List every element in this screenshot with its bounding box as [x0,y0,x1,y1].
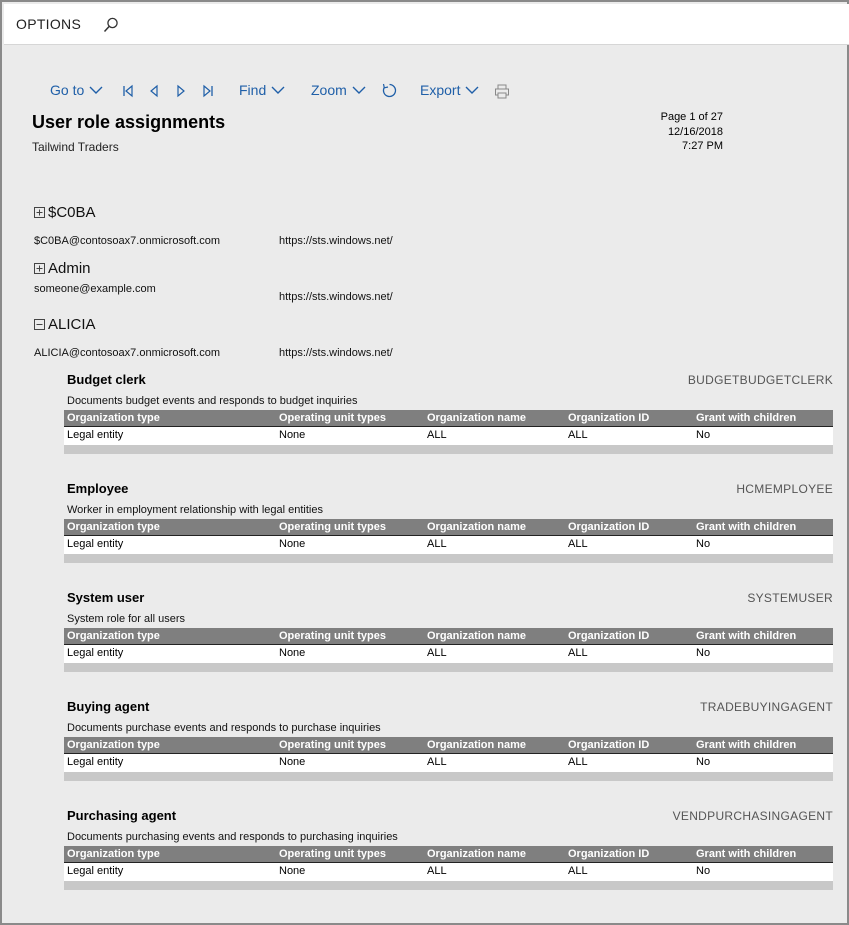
role-description: Documents budget events and responds to budget inquiries [67,395,358,407]
find-menu[interactable] [239,82,285,98]
report-date: 12/16/2018 [667,125,723,138]
table-cell: ALL [427,865,447,877]
grid-header [64,846,833,863]
report-time: 7:27 PM [682,140,723,152]
user-name: Admin [48,260,91,277]
column-header: Organization name [427,412,527,424]
report-title: User role assignments [32,112,226,132]
table-cell: No [696,865,711,877]
table-row [64,427,833,445]
page-info [661,110,723,154]
column-header: Operating unit types [279,521,386,533]
grid-footer [64,772,833,781]
last-page-icon[interactable] [201,84,215,103]
role-name: System user [67,590,145,605]
chevron-down-icon [89,85,103,95]
column-header: Organization ID [568,412,650,424]
export-menu[interactable] [420,82,479,98]
table-cell: No [696,538,711,550]
column-header: Grant with children [696,412,797,424]
column-header: Organization ID [568,521,650,533]
table-cell: ALL [427,756,447,768]
role-name: Buying agent [67,699,150,714]
table-cell: Legal entity [67,429,124,441]
table-cell: ALL [427,538,447,550]
user-name: ALICIA [48,316,96,333]
column-header: Organization ID [568,848,650,860]
role-id: HCMEMPLOYEE [736,482,833,496]
role-id: SYSTEMUSER [747,591,833,605]
chevron-down-icon [271,85,285,95]
column-header: Organization name [427,521,527,533]
role-name: Budget clerk [67,372,146,387]
table-cell: Legal entity [67,865,124,877]
role-name: Purchasing agent [67,808,177,823]
table-cell: ALL [568,756,588,768]
find-label: Find [239,82,267,98]
column-header: Operating unit types [279,630,386,642]
table-cell: Legal entity [67,538,124,550]
table-cell: Legal entity [67,647,124,659]
table-cell: ALL [568,647,588,659]
role-description: Documents purchase events and responds to purchase inquiries [67,722,381,734]
user-provider: https://sts.windows.net/ [279,235,393,247]
first-page-icon[interactable] [121,84,135,103]
goto-menu[interactable] [50,82,103,98]
table-cell: ALL [427,647,447,659]
table-cell: ALL [568,865,588,877]
table-row [64,754,833,772]
table-cell: ALL [568,429,588,441]
role-description: Documents purchasing events and responds to purchasing inquiries [67,831,398,843]
chevron-down-icon [352,85,366,95]
role-description: Worker in employment relationship with legal entities [67,504,323,516]
role-id: VENDPURCHASINGAGENT [672,809,833,823]
role-description: System role for all users [67,613,185,625]
column-header: Organization ID [568,739,650,751]
table-cell: None [279,429,306,441]
expand-icon[interactable] [34,207,45,218]
table-cell: ALL [427,429,447,441]
user-name: $C0BA [48,204,96,221]
column-header: Grant with children [696,739,797,751]
table-row [64,645,833,663]
table-cell: ALL [568,538,588,550]
column-header: Organization type [67,848,160,860]
table-row [64,863,833,881]
grid-header [64,519,833,536]
table-cell: None [279,756,306,768]
grid-footer [64,445,833,454]
user-email: someone@example.com [34,283,156,295]
column-header: Organization type [67,630,160,642]
column-header: Organization name [427,630,527,642]
next-page-icon[interactable] [174,84,188,103]
search-icon[interactable] [102,16,120,34]
refresh-icon[interactable] [381,82,398,104]
column-header: Operating unit types [279,412,386,424]
chevron-down-icon [465,85,479,95]
grid-header [64,410,833,427]
user-group-c0ba[interactable] [34,204,96,221]
user-email: $C0BA@contosoax7.onmicrosoft.com [34,235,221,247]
user-provider: https://sts.windows.net/ [279,347,393,359]
role-id: TRADEBUYINGAGENT [700,700,833,714]
options-tab[interactable]: OPTIONS [16,16,82,32]
column-header: Grant with children [696,630,797,642]
table-cell: None [279,865,306,877]
report-toolbar [2,82,847,102]
table-cell: No [696,647,711,659]
column-header: Grant with children [696,521,797,533]
zoom-label: Zoom [311,82,347,98]
expand-icon[interactable] [34,263,45,274]
user-provider: https://sts.windows.net/ [279,291,393,303]
role-name: Employee [67,481,129,496]
column-header: Grant with children [696,848,797,860]
user-email: ALICIA@contosoax7.onmicrosoft.com [34,347,221,359]
table-cell: No [696,756,711,768]
role-id: BUDGETBUDGETCLERK [687,373,833,387]
table-cell: Legal entity [67,756,124,768]
print-icon[interactable] [494,84,510,104]
table-cell: None [279,647,306,659]
column-header: Organization type [67,412,160,424]
column-header: Operating unit types [279,739,386,751]
column-header: Organization type [67,521,160,533]
column-header: Operating unit types [279,848,386,860]
column-header: Organization name [427,848,527,860]
grid-header [64,628,833,645]
table-cell: No [696,429,711,441]
table-cell: None [279,538,306,550]
company-name: Tailwind Traders [32,140,119,154]
previous-page-icon[interactable] [147,84,161,103]
user-group-admin[interactable] [34,260,91,277]
grid-footer [64,554,833,563]
goto-label: Go to [50,82,85,98]
options-bar [4,4,849,45]
column-header: Organization type [67,739,160,751]
grid-header [64,737,833,754]
column-header: Organization ID [568,630,650,642]
page-number: Page 1 of 27 [660,111,723,123]
user-group-alicia[interactable] [34,316,96,333]
column-header: Organization name [427,739,527,751]
zoom-menu[interactable] [311,82,366,98]
collapse-icon[interactable] [34,319,45,330]
table-row [64,536,833,554]
export-label: Export [420,82,461,98]
grid-footer [64,663,833,672]
grid-footer [64,881,833,890]
